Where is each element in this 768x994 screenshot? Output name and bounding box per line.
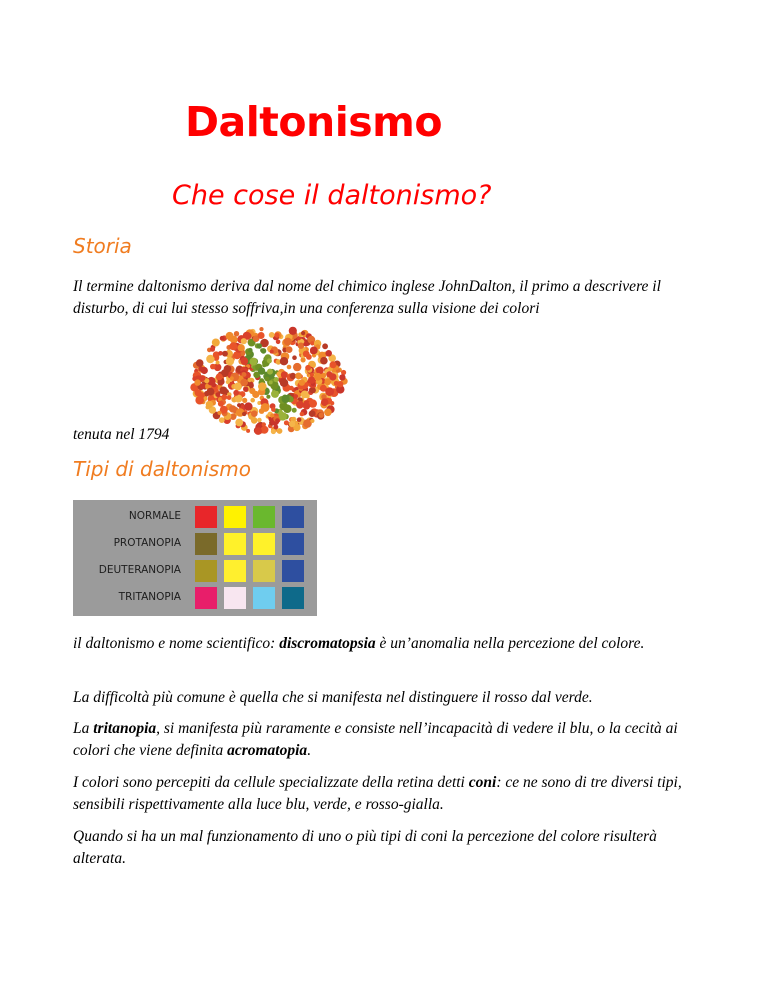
plate-dot: [259, 327, 263, 331]
plate-dot: [195, 389, 202, 396]
ishihara-plate-image: [190, 324, 348, 436]
plate-dot: [305, 365, 311, 371]
plate-dot: [257, 343, 262, 348]
plate-dot: [219, 417, 225, 423]
plate-dot: [282, 395, 290, 403]
color-swatch: [282, 533, 304, 555]
plate-dot: [294, 394, 299, 399]
plate-dot: [238, 344, 245, 351]
plate-dot: [300, 412, 305, 417]
row-label: NORMALE: [128, 510, 181, 522]
plate-dot: [240, 357, 248, 365]
color-swatch: [253, 560, 275, 582]
plate-dot: [200, 383, 206, 389]
plate-dot: [262, 363, 266, 367]
color-swatch: [224, 560, 246, 582]
plate-dot: [303, 342, 308, 347]
paragraph-3: La tritanopia, si manifesta più raramente e consiste nell’incapacità di vedere il blu, o la cecità ai colori che viene definita acromatopia.: [73, 720, 678, 759]
paragraph-1: il daltonismo e nome scientifico: discromatopsia è un’anomalia nella percezione del colore.: [73, 635, 645, 652]
plate-dot: [293, 363, 301, 371]
plate-dot: [230, 376, 234, 380]
color-swatch: [195, 560, 217, 582]
plate-dot: [249, 358, 257, 366]
plate-dot: [278, 412, 287, 421]
term-discromatopsia: discromatopsia: [279, 635, 376, 652]
table-row-deuteranopia: [73, 560, 317, 586]
term-coni: coni: [468, 774, 497, 791]
plate-dot: [280, 357, 288, 365]
plate-dot: [261, 348, 267, 354]
plate-dot: [222, 351, 228, 357]
plate-dot: [276, 340, 281, 345]
row-label: PROTANOPIA: [113, 537, 181, 549]
plate-dot: [303, 403, 310, 410]
plate-dot: [248, 348, 253, 353]
plate-dot: [215, 392, 220, 397]
color-swatch: [195, 533, 217, 555]
storia-text: Il termine daltonismo deriva dal nome del chimico inglese JohnDalton, il primo a descrivere il disturbo, di cui lui stesso soffriva,in una conferenza sulla visione dei colori: [73, 278, 661, 317]
plate-dot: [221, 394, 227, 400]
color-swatch: [253, 587, 275, 609]
plate-dot: [271, 407, 276, 412]
plate-dot: [325, 350, 332, 357]
storia-caption: tenuta nel 1794: [73, 426, 170, 443]
term-tritanopia: tritanopia: [93, 720, 157, 737]
color-vision-table: [73, 500, 317, 616]
plate-dot: [269, 380, 273, 384]
plate-dot: [219, 387, 227, 395]
plate-dot: [281, 371, 288, 378]
paragraph-4: I colori sono percepiti da cellule specializzate della retina detti coni: ce ne sono di tre diversi tipi, sensibili rispettivamente alla luce blu, verde, e rosso-gialla.: [73, 774, 682, 813]
plate-dot: [242, 398, 247, 403]
plate-dot: [314, 373, 322, 381]
plate-dot: [310, 373, 314, 377]
plate-dot: [210, 364, 216, 370]
color-swatch: [282, 587, 304, 609]
plate-dot: [267, 358, 272, 363]
plate-dot: [274, 333, 279, 338]
plate-dot: [297, 417, 302, 422]
plate-dot: [258, 382, 267, 391]
plate-dot: [301, 331, 305, 335]
plate-dot: [196, 359, 204, 367]
plate-dot: [229, 342, 237, 350]
plate-dot: [337, 381, 343, 387]
plate-dot: [258, 367, 265, 374]
plate-dot: [310, 419, 314, 423]
plate-dot: [280, 379, 288, 387]
table-row-protanopia: [73, 533, 317, 559]
color-swatch: [282, 560, 304, 582]
plate-dot: [241, 338, 247, 344]
plate-dot: [265, 377, 270, 382]
plate-dot: [283, 404, 292, 413]
plate-dot: [240, 379, 248, 387]
plate-dot: [210, 347, 215, 352]
paragraph-5: Quando si ha un mal funzionamento di uno o più tipi di coni la percezione del colore risulterà alterata.: [73, 828, 657, 867]
plate-dot: [258, 332, 265, 339]
table-row-normale: [73, 506, 317, 532]
plate-dot: [226, 357, 234, 365]
plate-dot: [212, 383, 217, 388]
plate-dot: [269, 332, 275, 338]
paragraph-2: La difficoltà più comune è quella che si manifesta nel distinguere il rosso dal verde.: [73, 689, 593, 706]
plate-dot: [242, 372, 247, 377]
plate-dot: [266, 395, 270, 399]
plate-dot: [322, 343, 328, 349]
plate-dot: [292, 408, 297, 413]
plate-dot: [303, 351, 310, 358]
plate-dot: [218, 351, 223, 356]
plate-dot: [234, 331, 239, 336]
plate-dot: [216, 361, 220, 365]
plate-dot: [330, 361, 337, 368]
plate-dot: [227, 395, 232, 400]
plate-dot: [267, 369, 273, 375]
plate-dot: [274, 377, 279, 382]
page-subtitle: Che cose il daltonismo?: [172, 180, 492, 211]
plate-dot: [244, 402, 252, 410]
plate-dot: [217, 411, 221, 415]
plate-dot: [310, 347, 318, 355]
plate-dot: [257, 418, 262, 423]
plate-dot: [292, 355, 297, 360]
plate-dot: [206, 405, 211, 410]
plate-dot: [226, 332, 234, 340]
heading-tipi: Tipi di daltonismo: [73, 457, 251, 481]
plate-dot: [289, 327, 297, 335]
color-swatch: [224, 587, 246, 609]
plate-dot: [299, 379, 305, 385]
color-swatch: [282, 506, 304, 528]
color-swatch: [195, 587, 217, 609]
plate-dot: [195, 396, 204, 405]
plate-dot: [216, 373, 223, 380]
plate-dot: [212, 339, 220, 347]
table-row-tritanopia: [73, 587, 317, 613]
plate-dot: [320, 357, 328, 365]
plate-dot: [194, 379, 200, 385]
plate-dot: [233, 390, 239, 396]
plate-dot: [319, 413, 324, 418]
plate-dot: [251, 410, 258, 417]
plate-dot: [235, 395, 243, 403]
plate-dot: [250, 398, 255, 403]
color-swatch: [253, 533, 275, 555]
plate-dot: [284, 338, 292, 346]
color-swatch: [224, 533, 246, 555]
plate-dot: [237, 403, 241, 407]
plate-dot: [275, 418, 280, 423]
row-label: TRITANOPIA: [118, 591, 181, 603]
plate-dot: [247, 378, 252, 383]
plate-dot: [296, 401, 304, 409]
plate-dot: [243, 387, 248, 392]
plate-dot: [309, 410, 316, 417]
row-label: DEUTERANOPIA: [98, 564, 181, 576]
plate-dot: [321, 398, 329, 406]
plate-dot: [229, 405, 236, 412]
color-swatch: [224, 506, 246, 528]
plate-dot: [201, 367, 208, 374]
plate-dot: [324, 409, 332, 417]
plate-dot: [226, 380, 230, 384]
plate-dot: [261, 403, 270, 412]
plate-dot: [270, 350, 274, 354]
plate-dot: [207, 388, 215, 396]
heading-storia: Storia: [73, 234, 132, 258]
plate-dot: [286, 346, 293, 353]
color-swatch: [253, 506, 275, 528]
plate-dot: [287, 365, 292, 370]
plate-dot: [325, 387, 334, 396]
page-title: Daltonismo: [185, 98, 443, 146]
plate-dot: [339, 374, 345, 380]
plate-dot: [271, 390, 279, 398]
plate-dot: [295, 373, 302, 380]
plate-dot: [298, 343, 304, 349]
plate-dot: [301, 391, 309, 399]
term-acromatopia: acromatopia: [227, 742, 308, 759]
color-swatch: [195, 506, 217, 528]
plate-dot: [220, 336, 225, 341]
plate-dot: [242, 412, 246, 416]
plate-dot: [329, 373, 336, 380]
